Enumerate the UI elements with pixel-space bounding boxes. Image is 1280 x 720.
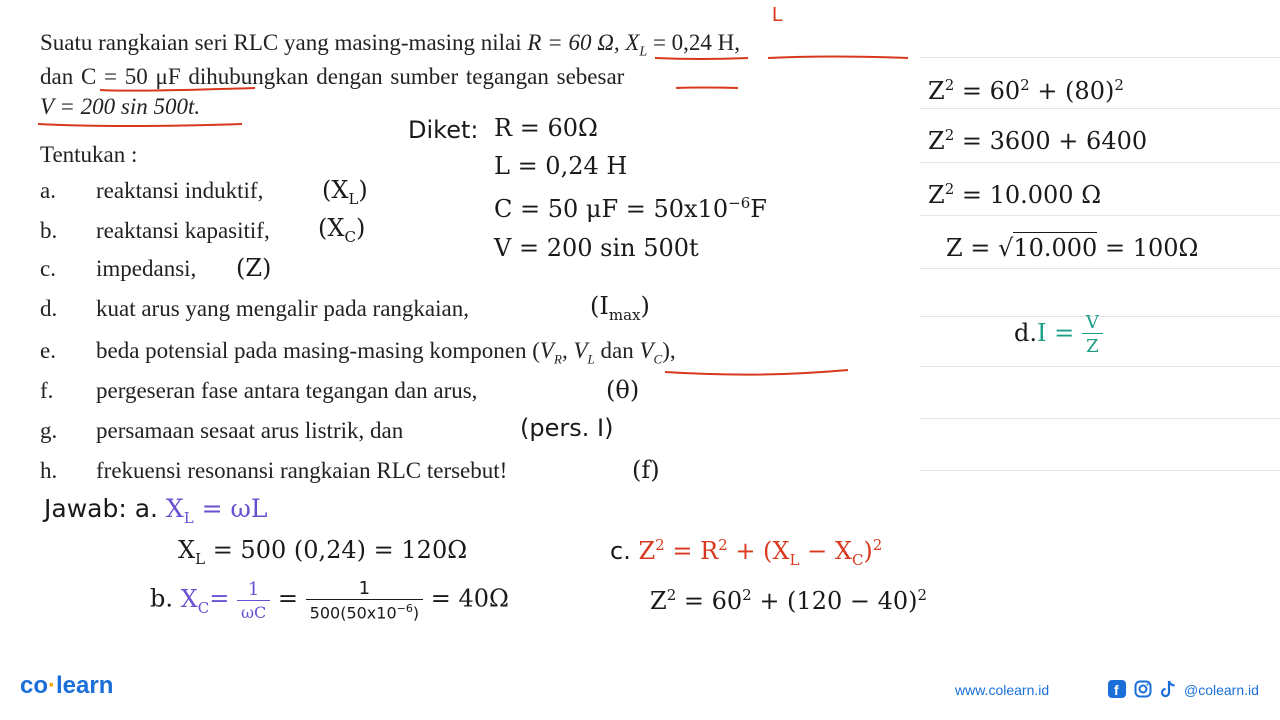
list-item: a. reaktansi induktif, [40, 178, 264, 203]
given-c: C = 50 $\mu F = 50x10^{-6}F$ [494, 194, 767, 223]
r-value: R = 60 Ω, [527, 30, 620, 55]
annotation-l: L [772, 4, 784, 26]
right-line-1: $Z^2 = 60^2 + (80)^2$ [928, 76, 1124, 105]
problem-line-1: Suatu rangkaian seri RLC yang masing-masing nilai R = 60 Ω, $X_L = 0,24$ H, [40, 30, 741, 60]
note-h: (f) [632, 456, 660, 484]
answer-c-line2: $Z^2 = 60^2 + (120 - 40)^2$ [650, 586, 928, 615]
fraction-1-over-omega-c: $\frac{1}{\omega C}$ [237, 579, 270, 622]
answer-c: c. $Z^2 = R^2 + (X_L - X_C)^2$ [610, 536, 883, 569]
xl-value: = 0,24 H, [652, 30, 741, 55]
website-link[interactable]: www.colearn.id [955, 682, 1050, 698]
right-line-4: Z = √10.000 = 100Ω [946, 234, 1199, 262]
answer-d: d.I = $\frac{V}{Z}$ [1014, 312, 1103, 357]
list-item: h. frekuensi resonansi rangkaian RLC tersebut! [40, 458, 508, 483]
note-d: $(I_{max})$ [590, 292, 650, 324]
list-item: g. persamaan sesaat arus listrik, dan [40, 418, 404, 443]
list-item: f. pergeseran fase antara tegangan dan arus, [40, 378, 478, 403]
given-r: R = 60Ω [494, 114, 598, 142]
instagram-icon[interactable] [1134, 680, 1152, 703]
xl-symbol: $X_L$ [625, 30, 648, 60]
list-item: d. kuat arus yang mengalir pada rangkaian, [40, 296, 469, 321]
answer-label: Jawab: a. $X_L = \omega L$ [44, 494, 268, 527]
fraction-numeric: $\frac{1}{500(50x10^{-6})}$ [306, 578, 423, 622]
answer-a-line2: $X_L = 500$ (0,24) = 120Ω [178, 536, 468, 568]
list-item: b. reaktansi kapasitif, [40, 218, 270, 243]
answer-b: b. $X_C=$ $\frac{1}{\omega C}$ = $\frac{1}{500(50x10^{-6})}$ = 40Ω [150, 578, 509, 623]
colearn-logo: co·learn [20, 672, 114, 699]
list-item: c. impedansi, [40, 256, 197, 281]
note-a: $(X_L)$ [322, 176, 368, 208]
fraction-v-over-z: $\frac{V}{Z}$ [1082, 312, 1103, 357]
note-b: $(X_C)$ [318, 214, 366, 246]
given-v: V = 200 sin 500t [494, 234, 699, 262]
list-item: e. beda potensial pada masing-masing komponen ($V_R$, $V_L$ dan $V_C$), [40, 338, 676, 367]
ask-label: Tentukan : [40, 142, 138, 167]
facebook-icon[interactable] [1108, 680, 1126, 698]
sqrt-icon: √ [998, 234, 1014, 262]
problem-line-2: dan C = 50 μF dihubungkan dengan sumber tegangan sebesar [40, 64, 625, 89]
note-g: (pers. I) [520, 414, 614, 442]
given-l: L = 0,24 H [494, 152, 628, 180]
note-f: (θ) [606, 376, 640, 404]
svg-text:f: f [1114, 682, 1119, 698]
social-handle[interactable]: @colearn.id [1184, 682, 1259, 698]
right-line-3: $Z^2 = 10.000$ Ω [928, 180, 1102, 209]
problem-line-3: V = 200 sin 500t. [40, 94, 201, 119]
note-c: (Z) [236, 254, 272, 282]
tiktok-icon[interactable] [1159, 679, 1177, 704]
given-label: Diket: [408, 116, 479, 144]
right-line-2: $Z^2 = 3600 + 6400$ [928, 126, 1148, 155]
